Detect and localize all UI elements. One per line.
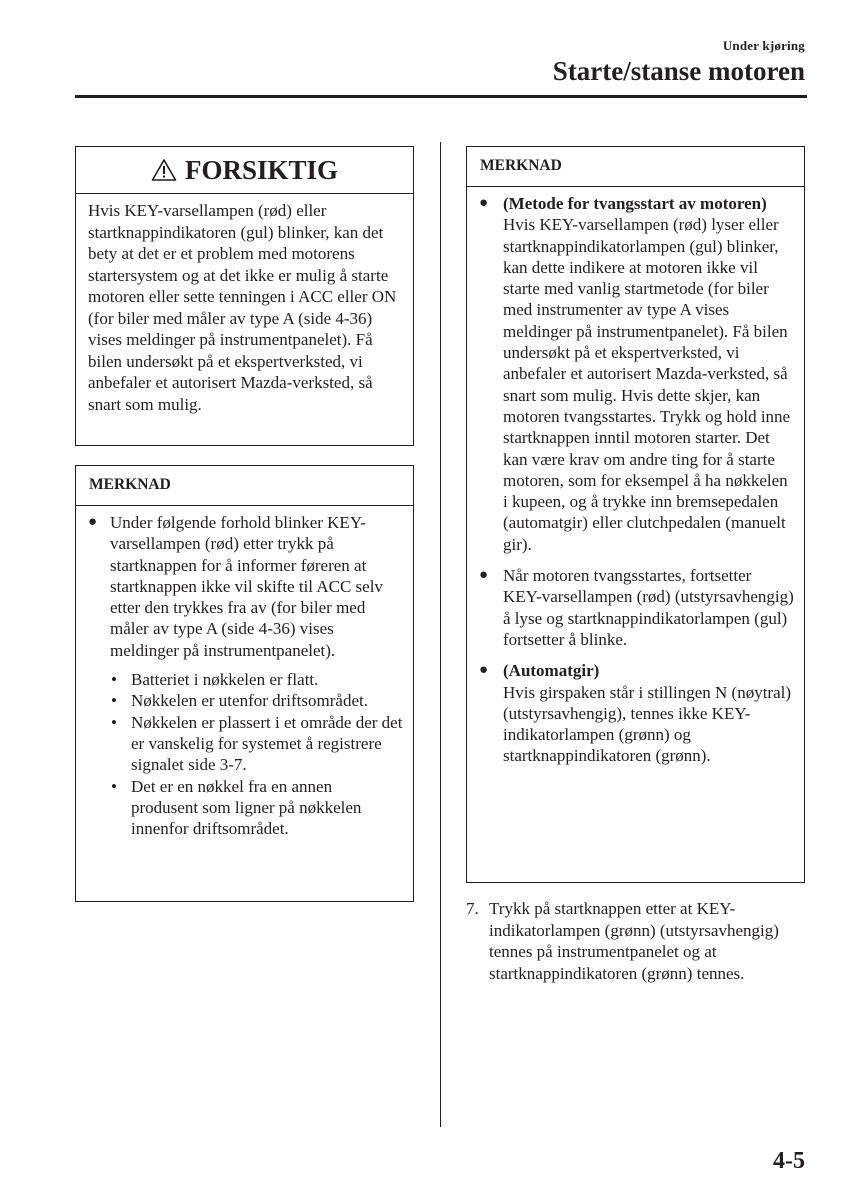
sub-bullet-icon: • (111, 776, 117, 796)
header-rule (75, 95, 807, 98)
list-item-title: (Metode for tvangsstart av motoren) (503, 194, 767, 213)
sub-bullet-icon: • (111, 691, 117, 711)
page-number: 4-5 (773, 1148, 805, 1174)
sub-bullet-icon: • (111, 712, 117, 732)
step-number: 7. (466, 899, 479, 918)
list-item-title: (Automatgir) (503, 661, 600, 681)
note-heading-right: MERKNAD (480, 157, 562, 174)
warning-triangle-icon (151, 158, 177, 182)
note-left-list (76, 506, 413, 839)
sub-list (110, 669, 403, 839)
caution-heading: FORSIKTIG (184, 154, 339, 185)
note-box-left (75, 465, 414, 902)
list-item (479, 660, 794, 766)
list-item (479, 565, 794, 650)
sub-item-text: Batteriet i nøkkelen er flatt. (131, 670, 319, 690)
list-item (88, 512, 403, 839)
list-item (479, 193, 794, 555)
list-item-text: Hvis girspaken står i stillingen N (nøytral) (utstyrsavhengig), tennes ikke KEY-indikatorlampen (grønn) og startknappindikatoren (grønn). (503, 682, 792, 766)
caution-box (75, 146, 414, 446)
list-item-text: Når motoren tvangsstartes, fortsetter KEY-varsellampen (rød) (utstyrsavhengig) å lyse og startknappindikatorlampen (gul) fortsetter å blinke. (503, 566, 794, 649)
page-title: Starte/stanse motoren (552, 56, 805, 86)
bullet-icon: ● (479, 567, 489, 584)
sub-list-item (110, 690, 403, 711)
sub-item-text: Nøkkelen er utenfor driftsområdet. (131, 691, 368, 711)
note-right-list (467, 187, 804, 767)
note-box-right (466, 146, 805, 883)
sub-list-item (110, 712, 403, 776)
bullet-icon: ● (479, 662, 489, 679)
section-label: Under kjøring (722, 38, 805, 53)
list-item-text: Under følgende forhold blinker KEY-varsellampen (rød) etter trykk på startknappen for å informer føreren at startknappen ikke vil skifte til ACC selv etter den trykkes fra av (for biler med måler av type A (side 4-36) vises meldinger på instrumentpanelet). (110, 513, 383, 660)
sub-list-item (110, 776, 403, 840)
step-7 (466, 898, 806, 984)
step-text: Trykk på startknappen etter at KEY-indikatorlampen (grønn) (utstyrsavhengig) tennes på instrumentpanelet og at startknappindikatoren (grønn) tennes. (489, 899, 779, 983)
note-heading-left: MERKNAD (89, 476, 171, 493)
note-header-right (467, 147, 804, 187)
sub-list-item (110, 669, 403, 690)
sub-bullet-icon: • (111, 670, 117, 690)
caution-text: Hvis KEY-varsellampen (rød) eller startknappindikatoren (gul) blinker, kan det bety at det er et problem med motorens startersystem og at det ikke er mulig å starte motoren eller sette tenningen i ACC eller ON (for biler med måler av type A (side 4-36) vises meldinger på instrumentpanelet). Få bilen undersøkt på et ekspertverksted, vi anbefaler et autorisert Mazda-verksted, så snart som mulig. (88, 201, 397, 414)
bullet-icon: ● (479, 195, 489, 211)
sub-item-text: Nøkkelen er plassert i et område der det er vanskelig for systemet å registrere signalet side 3-7. (131, 712, 403, 775)
sub-item-text: Det er en nøkkel fra en annen produsent som ligner på nøkkelen innenfor driftsområdet. (131, 776, 362, 839)
caution-header (76, 147, 413, 194)
column-divider (440, 142, 441, 1127)
note-header-left (76, 466, 413, 506)
list-item-text: Hvis KEY-varsellampen (rød) lyser eller startknappindikatorlampen (gul) blinker, kan dette indikere at motoren ikke vil starte med vanlig startmetode (for biler med instrumenter av type A vises meldinger på instrumentpanelet). Få bilen undersøkt på et ekspertverksted, vi anbefaler et autorisert Mazda-verksted, så snart som mulig. Hvis dette skjer, kan motoren tvangsstartes. Trykk og hold inne startknappen inntil motoren starter. Det kan være krav om andre ting for å starte motoren, som for eksempel å ha nøkkelen i kupeen, og å trykke inn bremsepedalen (automatgir) eller clutchpedalen (manuelt gir). (503, 215, 791, 554)
bullet-icon: ● (88, 514, 98, 530)
